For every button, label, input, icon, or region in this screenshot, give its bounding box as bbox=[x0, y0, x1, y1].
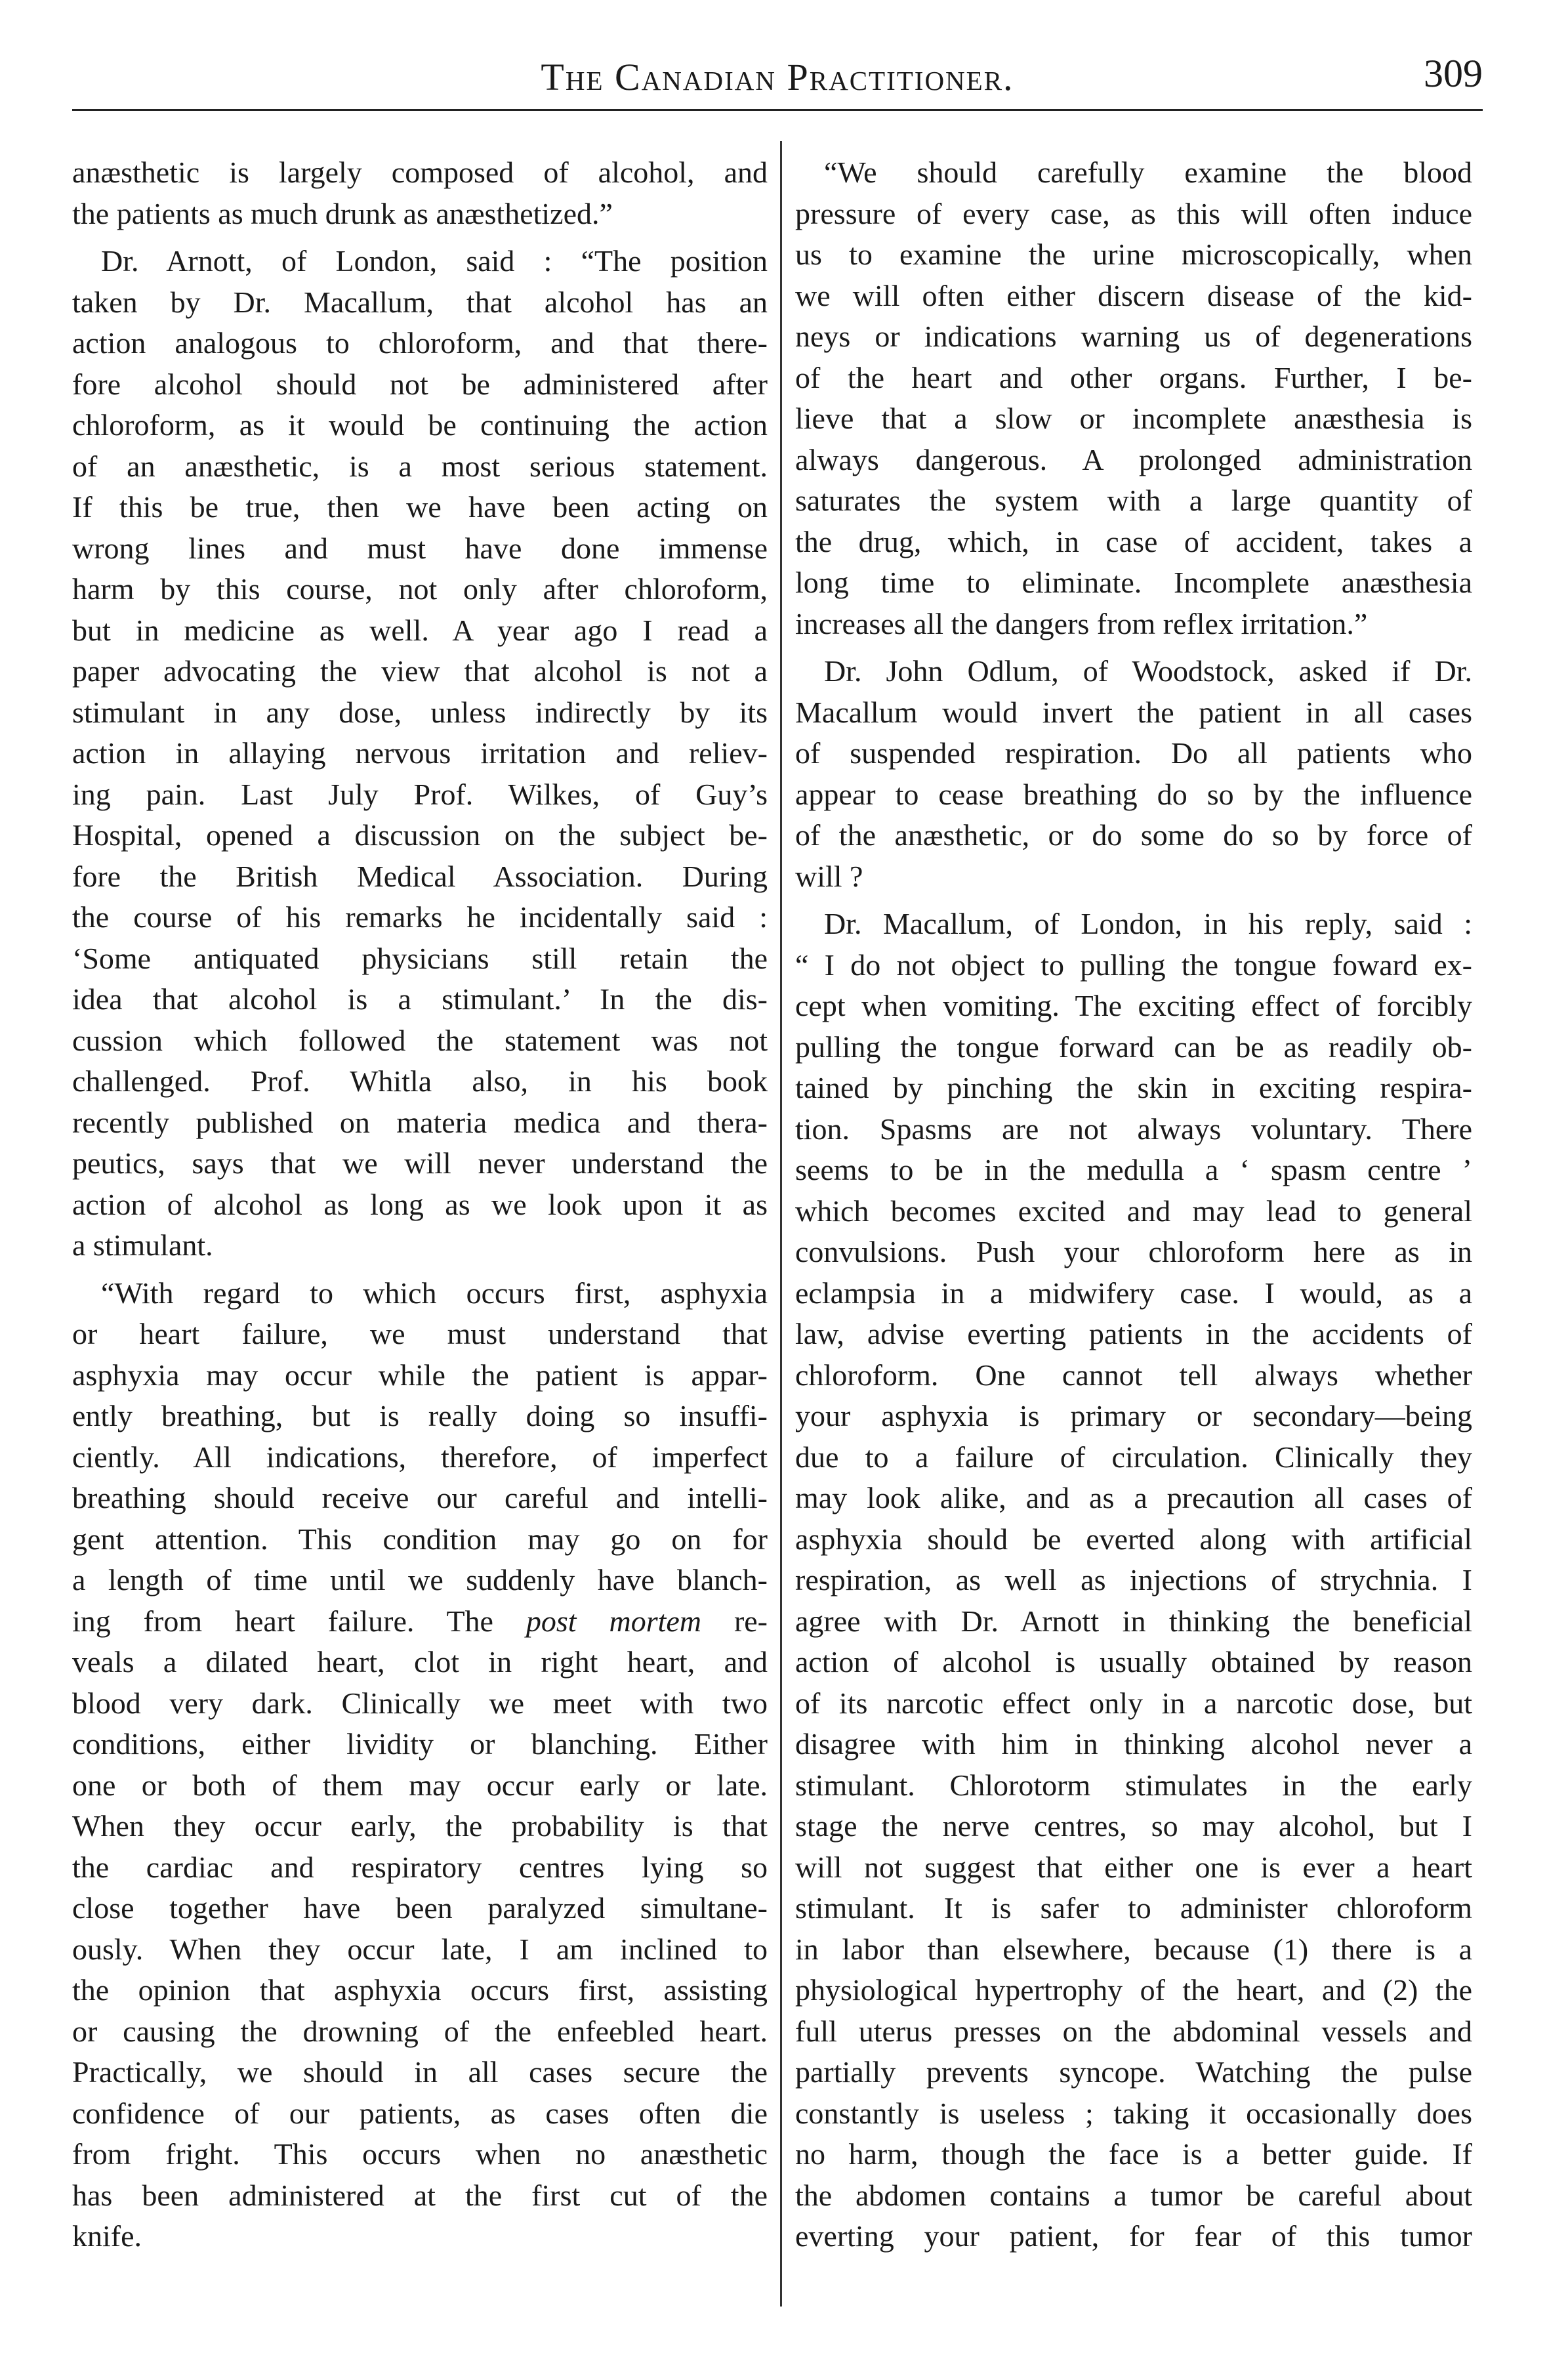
text-line: paper advocating the view that alcohol is not a bbox=[72, 654, 768, 688]
text-line: idea that alcohol is a stimulant.’ In the dis- bbox=[72, 982, 768, 1016]
text-line: partially prevents syncope. Watching the pulse bbox=[795, 2055, 1472, 2089]
text-line: one or both of them may occur early or late. bbox=[72, 1768, 768, 1802]
text-line: “With regard to which occurs first, asphyxia bbox=[101, 1276, 768, 1310]
text-line: the drug, which, in case of accident, takes a bbox=[795, 524, 1472, 558]
text-line: no harm, though the face is a better guide. If bbox=[795, 2137, 1472, 2171]
text-line: recently published on materia medica and thera- bbox=[72, 1105, 768, 1139]
text-line: “We should carefully examine the blood bbox=[824, 156, 1472, 189]
text-line: taken by Dr. Macallum, that alcohol has an bbox=[72, 285, 768, 319]
text-line: If this be true, then we have been acting on bbox=[72, 490, 768, 524]
right-column bbox=[795, 152, 1472, 2264]
text-line: neys or indications warning us of degenerations bbox=[795, 320, 1472, 353]
text-line: ‘Some antiquated physicians still retain the bbox=[72, 941, 768, 975]
text-line: appear to cease breathing do so by the influence bbox=[795, 777, 1472, 811]
text-line: which becomes excited and may lead to general bbox=[795, 1194, 1472, 1228]
text-line: breathing should receive our careful and intelli- bbox=[72, 1481, 768, 1514]
text-line: or heart failure, we must understand that bbox=[72, 1317, 768, 1350]
text-line: action analogous to chloroform, and that there- bbox=[72, 326, 768, 360]
text-line: tion. Spasms are not always voluntary. There bbox=[795, 1112, 1472, 1146]
text-line: respiration, as well as injections of strychnia. I bbox=[795, 1563, 1472, 1597]
text-line: knife. bbox=[72, 2219, 142, 2253]
text-line: Dr. Arnott, of London, said : “The position bbox=[101, 244, 768, 278]
text-line: chloroform. One cannot tell always whether bbox=[795, 1358, 1472, 1392]
text-line: stimulant in any dose, unless indirectly by its bbox=[72, 695, 768, 729]
text-line: fore alcohol should not be administered after bbox=[72, 367, 768, 401]
text-line: stimulant. It is safer to administer chloroform bbox=[795, 1891, 1472, 1925]
text-span: re- bbox=[701, 1604, 768, 1638]
text-line: saturates the system with a large quantity of bbox=[795, 484, 1472, 517]
paragraph bbox=[795, 152, 1472, 644]
text-line: constantly is useless ; taking it occasionally does bbox=[795, 2096, 1472, 2130]
text-line: fore the British Medical Association. During bbox=[72, 859, 768, 893]
text-line: cussion which followed the statement was not bbox=[72, 1023, 768, 1057]
left-column bbox=[72, 152, 768, 2264]
text-line: of the heart and other organs. Further, I be- bbox=[795, 360, 1472, 394]
text-line: convulsions. Push your chloroform here as in bbox=[795, 1235, 1472, 1268]
text-line: the course of his remarks he incidentally said : bbox=[72, 900, 768, 934]
text-line: of suspended respiration. Do all patients who bbox=[795, 736, 1472, 770]
text-line: pulling the tongue forward can be as readily ob- bbox=[795, 1030, 1472, 1064]
text-line: ently breathing, but is really doing so insuffi- bbox=[72, 1399, 768, 1432]
text-line: agree with Dr. Arnott in thinking the beneficial bbox=[795, 1604, 1472, 1638]
paragraph bbox=[795, 904, 1472, 2257]
text-line: the patients as much drunk as anæsthetized.” bbox=[72, 196, 613, 230]
page-header bbox=[72, 46, 1483, 112]
running-title: The Canadian Practitioner. bbox=[541, 56, 1014, 98]
page-number: 309 bbox=[1424, 52, 1483, 95]
text-line: conditions, either lividity or blanching. Either bbox=[72, 1727, 768, 1761]
text-line: Macallum would invert the patient in all cases bbox=[795, 695, 1472, 729]
text-line: pressure of every case, as this will often induce bbox=[795, 196, 1472, 230]
text-line: a stimulant. bbox=[72, 1228, 213, 1262]
text-line: chloroform, as it would be continuing the action bbox=[72, 408, 768, 442]
text-line: harm by this course, not only after chloroform, bbox=[72, 572, 768, 606]
text-line: confidence of our patients, as cases often die bbox=[72, 2096, 768, 2130]
text-line: physiological hypertrophy of the heart, and (2) the bbox=[795, 1973, 1472, 2007]
text-line: long time to eliminate. Incomplete anæsthesia bbox=[795, 566, 1472, 599]
text-line: action of alcohol is usually obtained by reason bbox=[795, 1645, 1472, 1679]
text-line: wrong lines and must have done immense bbox=[72, 531, 768, 565]
text-line: law, advise everting patients in the accidents of bbox=[795, 1317, 1472, 1350]
header-rule bbox=[72, 109, 1483, 111]
text-line: “ I do not object to pulling the tongue foward ex- bbox=[795, 948, 1472, 982]
text-line: the abdomen contains a tumor be careful about bbox=[795, 2178, 1472, 2212]
text-line: asphyxia may occur while the patient is appar- bbox=[72, 1358, 768, 1392]
text-line: anæsthetic is largely composed of alcohol, and bbox=[72, 156, 768, 189]
text-span: ing from heart failure. The bbox=[72, 1604, 526, 1638]
text-line: will ? bbox=[795, 859, 863, 893]
text-line: a length of time until we suddenly have blanch- bbox=[72, 1563, 768, 1597]
text-line: seems to be in the medulla a ‘ spasm centre ’ bbox=[795, 1153, 1472, 1186]
text-line: the cardiac and respiratory centres lying so bbox=[72, 1850, 768, 1884]
text-line: in labor than elsewhere, because (1) there is a bbox=[795, 1932, 1472, 1966]
text-line: eclampsia in a midwifery case. I would, as a bbox=[795, 1276, 1472, 1310]
text-line: asphyxia should be everted along with artificial bbox=[795, 1522, 1472, 1556]
text-line: of the anæsthetic, or do some do so by force of bbox=[795, 818, 1472, 852]
text-line: of its narcotic effect only in a narcotic dose, but bbox=[795, 1686, 1472, 1720]
text-line: action in allaying nervous irritation and reliev- bbox=[72, 736, 768, 770]
text-line: blood very dark. Clinically we meet with two bbox=[72, 1686, 768, 1720]
text-line: your asphyxia is primary or secondary—being bbox=[795, 1399, 1472, 1432]
paragraph bbox=[72, 241, 768, 1266]
text-line: full uterus presses on the abdominal vessels and bbox=[795, 2014, 1472, 2048]
text-line: the opinion that asphyxia occurs first, assisting bbox=[72, 1973, 768, 2007]
text-line: cept when vomiting. The exciting effect of forcibly bbox=[795, 989, 1472, 1022]
text-line: has been administered at the first cut of the bbox=[72, 2178, 768, 2212]
text-line: Hospital, opened a discussion on the subject be- bbox=[72, 818, 768, 852]
paragraph bbox=[795, 651, 1472, 897]
text-line bbox=[72, 1601, 768, 1642]
text-line: veals a dilated heart, clot in right heart, and bbox=[72, 1645, 768, 1679]
text-line: we will often either discern disease of the kid- bbox=[795, 278, 1472, 312]
column-divider bbox=[780, 141, 782, 2307]
text-line: due to a failure of circulation. Clinically they bbox=[795, 1440, 1472, 1474]
text-line: from fright. This occurs when no anæsthetic bbox=[72, 2137, 768, 2171]
paragraph bbox=[72, 152, 768, 234]
text-line: but in medicine as well. A year ago I read a bbox=[72, 613, 768, 647]
text-line: or causing the drowning of the enfeebled heart. bbox=[72, 2014, 768, 2048]
text-line: action of alcohol as long as we look upon it as bbox=[72, 1187, 768, 1221]
text-line: us to examine the urine microscopically, when bbox=[795, 238, 1472, 271]
text-line: increases all the dangers from reflex irritation.” bbox=[795, 606, 1368, 640]
italic-text: post mortem bbox=[526, 1604, 702, 1638]
text-line: challenged. Prof. Whitla also, in his book bbox=[72, 1064, 768, 1098]
text-line: ously. When they occur late, I am inclined to bbox=[72, 1932, 768, 1966]
text-line: everting your patient, for fear of this tumor bbox=[795, 2219, 1472, 2253]
text-line: close together have been paralyzed simultane- bbox=[72, 1891, 768, 1925]
text-line: peutics, says that we will never understand the bbox=[72, 1146, 768, 1180]
paragraph bbox=[72, 1273, 768, 2257]
text-line: Dr. John Odlum, of Woodstock, asked if Dr. bbox=[824, 654, 1472, 688]
text-line: ing pain. Last July Prof. Wilkes, of Guy’s bbox=[72, 777, 768, 811]
text-line: will not suggest that either one is ever a heart bbox=[795, 1850, 1472, 1884]
text-line: disagree with him in thinking alcohol never a bbox=[795, 1727, 1472, 1761]
text-line: of an anæsthetic, is a most serious statement. bbox=[72, 449, 768, 483]
text-line: stage the nerve centres, so may alcohol, but I bbox=[795, 1809, 1472, 1843]
text-line: Dr. Macallum, of London, in his reply, said : bbox=[824, 907, 1472, 940]
text-line: always dangerous. A prolonged administration bbox=[795, 442, 1472, 476]
text-line: lieve that a slow or incomplete anæsthesia is bbox=[795, 402, 1472, 435]
text-line: tained by pinching the skin in exciting respira- bbox=[795, 1071, 1472, 1104]
text-line: may look alike, and as a precaution all cases of bbox=[795, 1481, 1472, 1514]
text-line: ciently. All indications, therefore, of imperfect bbox=[72, 1440, 768, 1474]
text-line: Practically, we should in all cases secure the bbox=[72, 2055, 768, 2089]
text-line: stimulant. Chlorotorm stimulates in the early bbox=[795, 1768, 1472, 1802]
text-line: When they occur early, the probability is that bbox=[72, 1809, 768, 1843]
text-line: gent attention. This condition may go on for bbox=[72, 1522, 768, 1556]
